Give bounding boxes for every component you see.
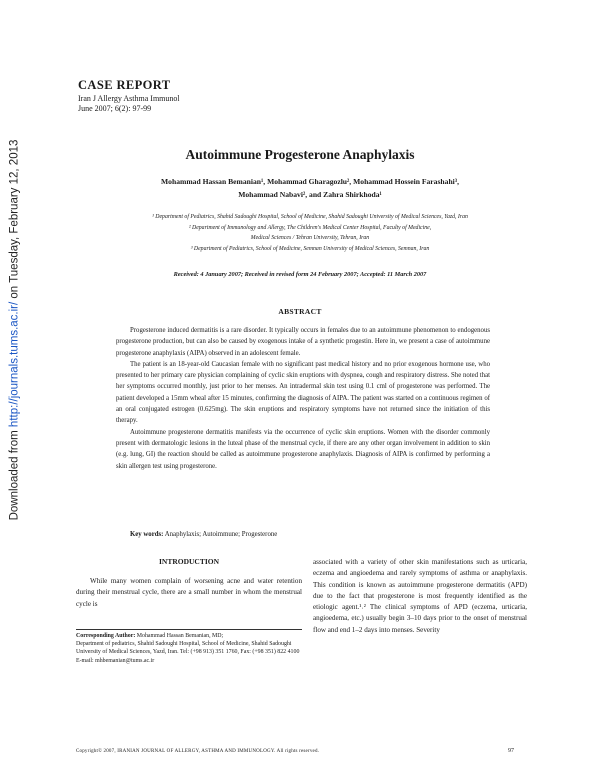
stamp-link[interactable]: http://journals.tums.ac.ir/: [8, 301, 20, 428]
copyright-line: Copyright© 2007, IRANIAN JOURNAL OF ALLERGY, ASTHMA AND IMMUNOLOGY. All rights reserved.: [76, 749, 320, 754]
download-stamp: [2, 139, 26, 521]
footnote-address: Department of pediatrics, Shahid Sadoughi Hospital, School of Medicine, Shahid Sadoughi University of Medical Sciences, Yazd, Iran. Tel: (+98 913) 351 1760, Fax: (+98 351) 822 4100: [76, 641, 300, 656]
footnote-label: Corresponding Author:: [76, 633, 136, 639]
affiliation-2: ² Department of Immunology and Allergy, The Children's Medical Center Hospital, Faculty of Medicine,: [188, 224, 432, 231]
article-title: Autoimmune Progesterone Anaphylaxis: [185, 147, 415, 162]
footnote-name: Mohammad Hassan Bemanian, MD;: [135, 633, 224, 639]
introduction-right-text: associated with a variety of other skin manifestations such as urticaria, eczema and angioedema and rarely symptoms of asthma or anaphylaxis. This condition is known as autoimmune progesterone dermatitis (APD) due to the fact that progesterone is most frequently identified as the etiologic agent.¹˒² The clinical symptoms of APD (eczema, urticaria, angioedema, etc.) usually begin 3–10 days prior to the onset of menstrual flow and end 1–2 days into menses. Severity: [313, 558, 527, 634]
corresponding-author-note: [76, 629, 302, 665]
left-column: [76, 557, 302, 610]
affiliations: [150, 212, 470, 254]
affiliation-2-cont: Medical Sciences / Tehran University, Tehran, Iran: [250, 235, 370, 241]
introduction-heading: INTRODUCTION: [158, 557, 219, 566]
footnote-email: E-mail: mhbemanian@tums.ac.ir: [76, 657, 155, 664]
abstract-heading: ABSTRACT: [278, 307, 322, 316]
abstract-paragraph: Autoimmune progesterone dermatitis manifests via the occurrence of cyclic skin eruptions. Women with the disorder commonly present with dermatologic lesions in the luteal phase of the menstrual cycle, if there are any other organ involvement in addition to skin (e.g. lung, GI) the reaction should be called as autoimmune progesterone anaphylaxis. Diagnosis of AIPA is confirmed by performing a skin allergen test using progesterone.: [116, 428, 490, 470]
journal-issue: June 2007; 6(2): 97-99: [78, 104, 152, 113]
keywords-label: Key words:: [130, 531, 164, 538]
introduction-left-text: While many women complain of worsening acne and water retention during their menstrual cycle, there are a small number in whom the menstrual cycle is: [76, 577, 302, 608]
author-line-2: Mohammad Nabavi², and Zahra Shirkhoda¹: [238, 190, 382, 199]
page-number: 97: [508, 748, 514, 754]
received-dates: Received: 4 January 2007; Received in revised form 24 February 2007; Accepted: 11 March 2007: [173, 271, 427, 278]
author-line-1: Mohammad Hassan Bemanian¹, Mohammad Gharagozlu², Mohammad Hossein Farashahi³,: [161, 177, 459, 186]
journal-name: Iran J Allergy Asthma Immunol: [78, 94, 180, 103]
right-column: [313, 557, 527, 636]
stamp-suffix: on Tuesday, February 12, 2013: [8, 139, 20, 302]
article-header: [78, 78, 180, 113]
article-type: CASE REPORT: [78, 78, 171, 92]
author-list: [130, 175, 490, 201]
abstract-paragraph: Progesterone induced dermatitis is a rare disorder. It typically occurs in females due to an autoimmune phenomenon to endogenous progesterone production, but can also be caused by exogenous intake of a synthetic progestin. Here in, we present a case of autoimmune progesterone anaphylaxis (AIPA) observed in an adolescent female.: [116, 327, 490, 357]
keywords: [130, 531, 277, 538]
affiliation-3: ³ Department of Pediatrics, School of Medicine, Semnan University of Medical Sciences, Semnan, Iran: [190, 245, 430, 252]
affiliation-1: ¹ Department of Pediatrics, Shahid Sadoughi Hospital, School of Medicine, Shahid Sadoughi University of Medical Sciences, Yazd, Iran: [152, 214, 468, 220]
abstract-paragraph: The patient is an 18-year-old Caucasian female with no significant past medical history and no prior exogenous hormone use, who presented to her primary care physician complaining of cyclic skin eruptions with dyspnea, cough and respiratory distress. She noted that her symptoms occurred monthly, just prior to her menses. An intradermal skin test using 0.1 cml of progesterone was performed. The patient developed a 15mm wheal after 15 minutes, confirming the diagnosis of AIPA. The patient was started on a continuous regimen of an oral conjugated estrogen (0.625mg). The skin eruptions and respiratory symptoms have not returned since the initiation of this therapy.: [116, 360, 490, 425]
abstract-body: [116, 325, 490, 472]
stamp-prefix: Downloaded from: [8, 427, 20, 521]
keywords-text: Anaphylaxis; Autoimmune; Progesterone: [163, 531, 278, 538]
